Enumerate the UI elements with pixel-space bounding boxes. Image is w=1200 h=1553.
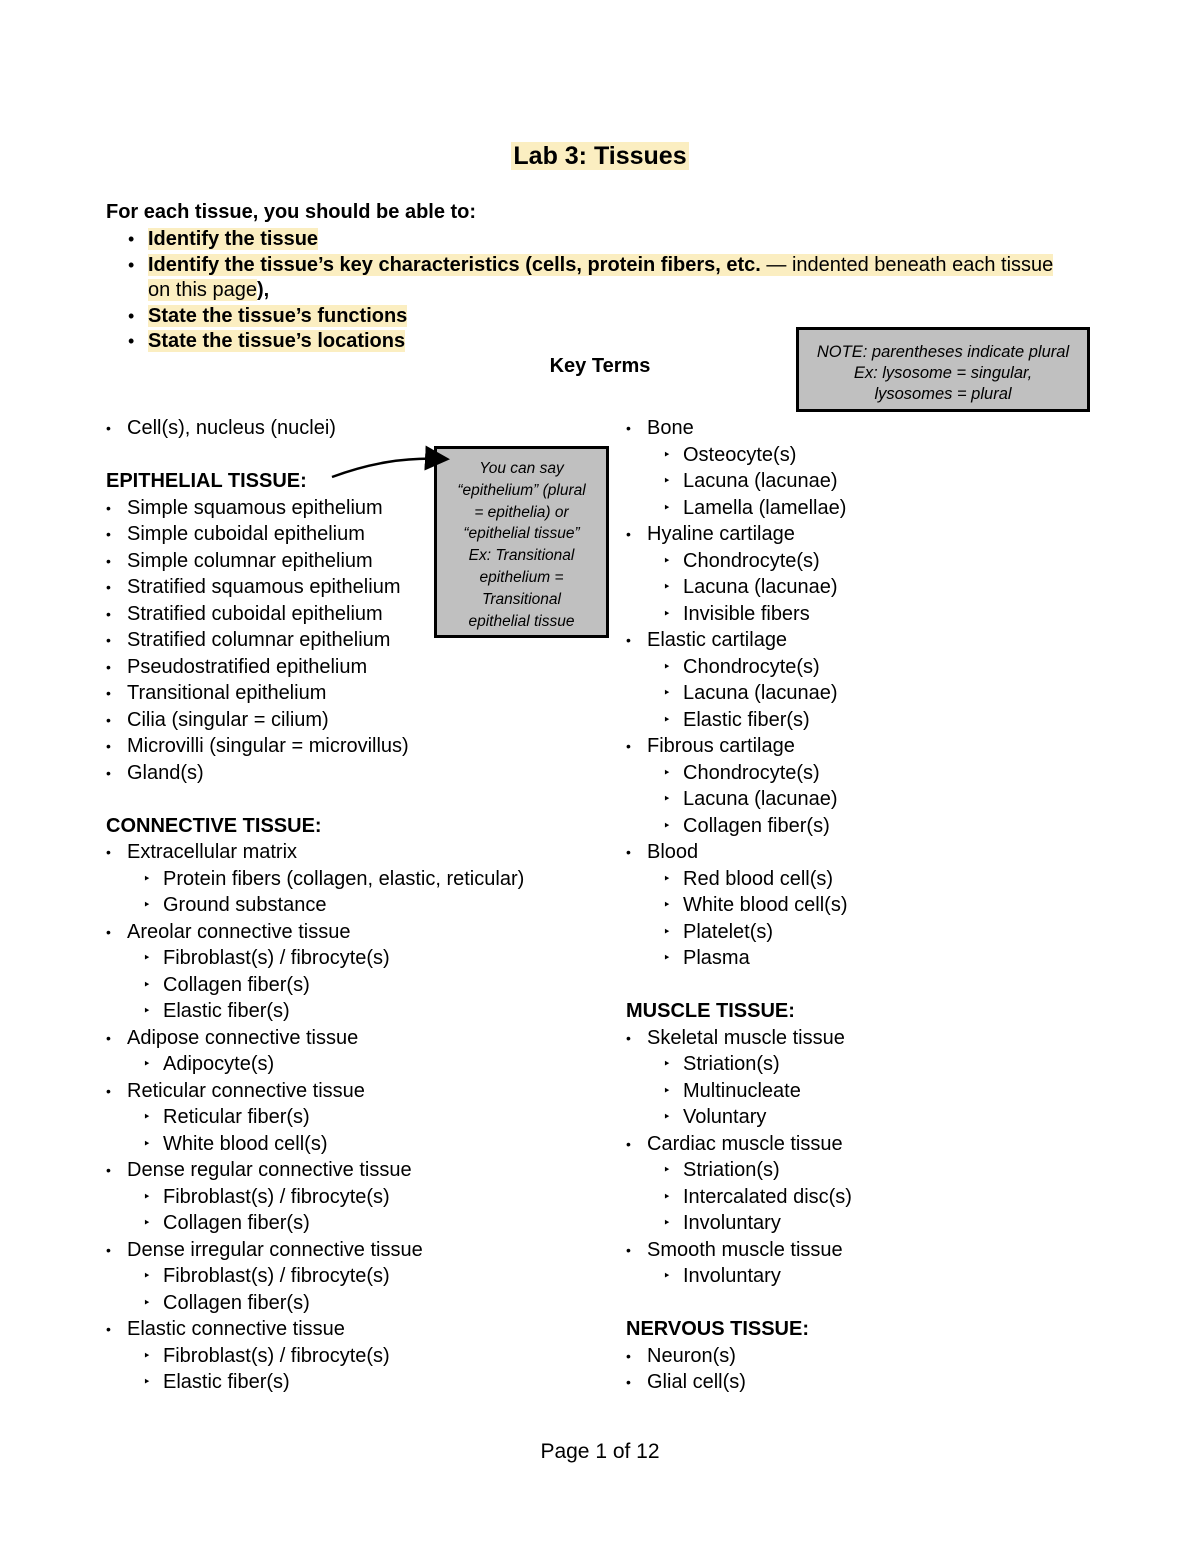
term-item: • Bone [626, 415, 1146, 442]
term-item: • Cilia (singular = cilium) [106, 707, 626, 734]
term-item: • Reticular connective tissue [106, 1078, 626, 1105]
plural-note-box [796, 327, 1090, 412]
sub-term-item: ‣ Invisible fibers [626, 601, 1146, 628]
side-note-line: You can say [479, 460, 564, 477]
sub-term-item: ‣ Fibroblast(s) / fibrocyte(s) [106, 1343, 626, 1370]
side-note-line: “epithelium” (plural [457, 481, 586, 499]
sub-term-item: ‣ Intercalated disc(s) [626, 1184, 1146, 1211]
objective-item [126, 304, 1076, 330]
side-note-line: = epithelia) or [474, 503, 569, 521]
sub-term-item: ‣ Ground substance [106, 892, 626, 919]
term-item: • Elastic connective tissue [106, 1316, 626, 1343]
term-item: • Elastic cartilage [626, 627, 1146, 654]
note-line: lysosomes = plural [874, 385, 1012, 403]
term-item: • Fibrous cartilage [626, 733, 1146, 760]
sub-term-item: ‣ White blood cell(s) [626, 892, 1146, 919]
spacer [626, 972, 1146, 999]
term-item: • Dense irregular connective tissue [106, 1237, 626, 1264]
sub-term-item: ‣ White blood cell(s) [106, 1131, 626, 1158]
right-term-column [626, 415, 1146, 1396]
term-item: • Stratified columnar epithelium [106, 627, 626, 654]
term-item: • Dense regular connective tissue [106, 1157, 626, 1184]
sub-term-item: ‣ Plasma [626, 945, 1146, 972]
term-item: • Simple squamous epithelium [106, 495, 626, 522]
section-heading: NERVOUS TISSUE: [626, 1318, 809, 1340]
term-item: • Glial cell(s) [626, 1369, 1146, 1396]
side-note-line: epithelium = [479, 568, 564, 586]
sub-term-item: ‣ Collagen fiber(s) [106, 1290, 626, 1317]
sub-term-item: ‣ Voluntary [626, 1104, 1146, 1131]
sub-term-item: ‣ Involuntary [626, 1210, 1146, 1237]
sub-term-item: ‣ Reticular fiber(s) [106, 1104, 626, 1131]
sub-term-item: ‣ Adipocyte(s) [106, 1051, 626, 1078]
objective-tail: ), [256, 279, 270, 301]
side-note-line: “epithelial tissue” [463, 525, 580, 543]
section-heading: MUSCLE TISSUE: [626, 1000, 795, 1022]
sub-term-item: ‣ Elastic fiber(s) [106, 1369, 626, 1396]
term-item: • Areolar connective tissue [106, 919, 626, 946]
sub-term-item: ‣ Striation(s) [626, 1051, 1146, 1078]
section-heading: CONNECTIVE TISSUE: [106, 814, 322, 837]
term-item: • Cardiac muscle tissue [626, 1131, 1146, 1158]
sub-term-item: ‣ Collagen fiber(s) [626, 813, 1146, 840]
note-line: Ex: lysosome = singular, [853, 364, 1033, 382]
sub-term-item: ‣ Chondrocyte(s) [626, 654, 1146, 681]
sub-term-item: ‣ Fibroblast(s) / fibrocyte(s) [106, 945, 626, 972]
intro-text: For each tissue, you should be able to: [106, 201, 477, 223]
page-title-text: Lab 3: Tissues [513, 142, 687, 170]
sub-term-item: ‣ Striation(s) [626, 1157, 1146, 1184]
sub-term-item: ‣ Collagen fiber(s) [106, 972, 626, 999]
side-note-line: epithelial tissue [468, 612, 575, 630]
term-item: • Stratified squamous epithelium [106, 574, 626, 601]
term-item: • Simple cuboidal epithelium [106, 521, 626, 548]
term-item: • Cell(s), nucleus (nuclei) [106, 415, 626, 442]
term-item: • Extracellular matrix [106, 839, 626, 866]
sub-term-item: ‣ Multinucleate [626, 1078, 1146, 1105]
term-item: • Transitional epithelium [106, 680, 626, 707]
objective-text: Identify the tissue’s key characteristics (cells, protein fibers, etc. [148, 253, 761, 276]
sub-term-item: ‣ Collagen fiber(s) [106, 1210, 626, 1237]
sub-term-item: ‣ Protein fibers (collagen, elastic, reticular) [106, 866, 626, 893]
term-item: • Skeletal muscle tissue [626, 1025, 1146, 1052]
objective-note: — indented beneath each tissue on this page [148, 253, 1054, 301]
objective-item [126, 253, 1076, 304]
note-line: NOTE: parentheses indicate plural [816, 343, 1070, 361]
sub-term-item: ‣ Fibroblast(s) / fibrocyte(s) [106, 1263, 626, 1290]
term-item: • Gland(s) [106, 760, 626, 787]
sub-term-item: ‣ Lacuna (lacunae) [626, 680, 1146, 707]
sub-term-item: ‣ Chondrocyte(s) [626, 760, 1146, 787]
term-item: • Microvilli (singular = microvillus) [106, 733, 626, 760]
section-heading: EPITHELIAL TISSUE: [106, 470, 307, 492]
sub-term-item: ‣ Red blood cell(s) [626, 866, 1146, 893]
term-item: • Simple columnar epithelium [106, 548, 626, 575]
sub-term-item: ‣ Lacuna (lacunae) [626, 574, 1146, 601]
sub-term-item: ‣ Platelet(s) [626, 919, 1146, 946]
page-number: Page 1 of 12 [540, 1440, 660, 1463]
objective-text: Identify the tissue [148, 228, 319, 250]
objective-text: State the tissue’s functions [148, 304, 408, 327]
term-item: • Smooth muscle tissue [626, 1237, 1146, 1264]
spacer [626, 1290, 1146, 1317]
term-item: • Hyaline cartilage [626, 521, 1146, 548]
side-note-line: Ex: Transitional [468, 547, 575, 565]
term-item: • Neuron(s) [626, 1343, 1146, 1370]
sub-term-item: ‣ Lacuna (lacunae) [626, 468, 1146, 495]
arrow-icon [320, 445, 450, 485]
sub-term-item: ‣ Elastic fiber(s) [106, 998, 626, 1025]
sub-term-item: ‣ Lacuna (lacunae) [626, 786, 1146, 813]
sub-term-item: ‣ Lamella (lamellae) [626, 495, 1146, 522]
spacer [106, 786, 626, 813]
term-item: • Blood [626, 839, 1146, 866]
epithelium-note-box [434, 446, 609, 638]
page-title [0, 142, 1200, 171]
objective-item [126, 227, 1076, 253]
term-item: • Stratified cuboidal epithelium [106, 601, 626, 628]
sub-term-item: ‣ Involuntary [626, 1263, 1146, 1290]
key-terms-heading: Key Terms [549, 355, 651, 377]
objective-text: State the tissue’s locations [148, 330, 406, 352]
side-note-line: Transitional [482, 590, 561, 608]
sub-term-item: ‣ Elastic fiber(s) [626, 707, 1146, 734]
sub-term-item: ‣ Chondrocyte(s) [626, 548, 1146, 575]
sub-term-item: ‣ Fibroblast(s) / fibrocyte(s) [106, 1184, 626, 1211]
term-item: • Adipose connective tissue [106, 1025, 626, 1052]
sub-term-item: ‣ Osteocyte(s) [626, 442, 1146, 469]
term-item: • Pseudostratified epithelium [106, 654, 626, 681]
